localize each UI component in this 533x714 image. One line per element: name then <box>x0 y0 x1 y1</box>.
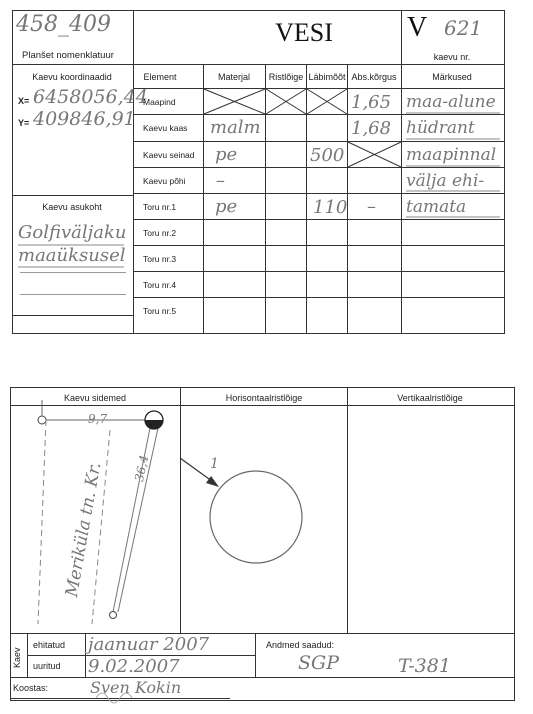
dimension-long: 36,4 <box>132 453 152 483</box>
data-from-label: Andmed saadud: <box>266 640 335 650</box>
x-label: X= <box>18 96 30 106</box>
row-note: maapinnal <box>406 145 497 165</box>
y-value: 409846,91 <box>33 108 136 130</box>
row-element: Toru nr.4 <box>143 280 177 290</box>
col-header-diameter: Läbimõõt <box>308 72 346 82</box>
well-side-label: Kaev <box>12 647 22 668</box>
row-element: Kaevu põhi <box>143 176 186 186</box>
row-note: maa-alune <box>406 92 496 112</box>
section-horizontal-label: Horisontaalristlõige <box>225 393 303 403</box>
well-number-label: kaevu nr. <box>433 52 471 62</box>
col-header-notes: Märkused <box>432 72 472 82</box>
section-vertical-label: Vertikaalristlõige <box>397 393 463 403</box>
row-material: malm <box>210 117 261 138</box>
page-title: VESI <box>275 18 333 47</box>
row-element: Toru nr.1 <box>143 202 177 212</box>
row-note: hüdrant <box>406 118 475 138</box>
compiled-by-value: Sven Kokin <box>90 678 182 697</box>
row-element: Maapind <box>143 97 176 107</box>
row-element: Kaevu kaas <box>143 123 188 133</box>
surveyed-value: 9.02.2007 <box>88 656 180 677</box>
type-letter: V <box>407 12 428 43</box>
nomenclature-label: Planšet nomenklatuur <box>22 50 114 61</box>
horizontal-section-sketch <box>180 458 302 563</box>
row-element: Toru nr.5 <box>143 306 177 316</box>
data-from-org: SGP <box>298 652 339 674</box>
row-abs: 1,65 <box>351 92 392 113</box>
section-links-label: Kaevu sidemed <box>63 393 127 403</box>
row-element: Kaevu seinad <box>143 150 195 160</box>
links-sketch <box>38 400 158 624</box>
row-note: välja ehi- <box>406 171 485 191</box>
data-from-ref: T-381 <box>398 655 451 677</box>
y-label: Y= <box>18 118 30 128</box>
row-material: pe <box>215 144 238 165</box>
location-line-1: Golfiväljaku <box>18 222 127 243</box>
well-symbol-icon <box>145 411 163 429</box>
compiled-by-label: Koostas: <box>13 683 49 693</box>
row-material: pe <box>215 196 238 217</box>
dimension-short: 9,7 <box>88 412 108 426</box>
col-header-abs-height: Abs.kõrgus <box>351 72 397 82</box>
pipe-label: 1 <box>210 456 219 472</box>
row-element: Toru nr.2 <box>143 228 177 238</box>
location-line-2: maaüksusel <box>18 245 126 266</box>
x-value: 6458056,44 <box>33 86 148 108</box>
nomenclature-value: 458_409 <box>16 12 111 37</box>
row-material: – <box>216 170 225 191</box>
street-label: Meriküla tn. Kr. <box>62 460 106 599</box>
row-diameter: 110 <box>313 197 348 218</box>
row-note: tamata <box>406 197 467 217</box>
built-value: jaanuar 2007 <box>88 634 210 655</box>
built-label: ehitatud <box>33 640 66 650</box>
row-diameter: 500 <box>310 145 345 166</box>
col-header-element: Element <box>143 72 177 82</box>
row-abs: 1,68 <box>351 118 392 139</box>
surveyed-label: uuritud <box>33 661 61 671</box>
row-element: Toru nr.3 <box>143 254 177 264</box>
well-number: 621 <box>444 16 483 40</box>
col-header-material: Materjal <box>217 72 251 82</box>
col-header-cross-section: Ristlõige <box>268 72 304 82</box>
coords-label: Kaevu koordinaadid <box>32 72 112 82</box>
row-abs: – <box>367 196 376 217</box>
location-label: Kaevu asukoht <box>42 202 102 212</box>
